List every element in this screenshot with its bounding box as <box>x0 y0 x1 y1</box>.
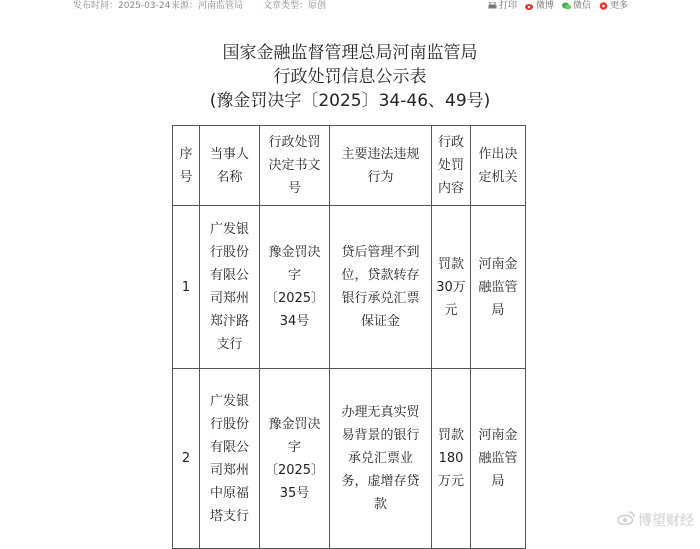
table-row <box>173 206 526 369</box>
cell-no: 2 <box>173 369 200 549</box>
article-meta-bar <box>0 0 700 14</box>
header-penalty: 行政 处罚 内容 <box>432 126 471 206</box>
cell-authority: 河南金 融监管 局 <box>471 369 526 549</box>
weibo-button[interactable] <box>525 0 554 12</box>
share-actions <box>488 0 628 12</box>
cell-authority: 河南金 融监管 局 <box>471 206 526 369</box>
page-title-doc-number: (豫金罚决字〔2025〕34-46、49号) <box>209 91 491 111</box>
wechat-button[interactable] <box>562 0 591 12</box>
cell-decision-doc: 豫金罚决 字 〔2025〕 34号 <box>260 206 330 369</box>
header-authority: 作出决 定机关 <box>471 126 526 206</box>
header-violation: 主要违法违规 行为 <box>330 126 432 206</box>
header-no: 序 号 <box>173 126 200 206</box>
cell-violation: 贷后管理不到 位，贷款转存 银行承兑汇票 保证金 <box>330 206 432 369</box>
publish-date: 发布时间：2025-03-24 <box>73 1 171 11</box>
cell-decision-doc: 豫金罚决 字 〔2025〕 35号 <box>260 369 330 549</box>
penalty-table <box>172 125 526 549</box>
print-button[interactable] <box>488 0 517 12</box>
cell-violation: 办理无真实贸 易背景的银行 承兑汇票业 务，虚增存贷 款 <box>330 369 432 549</box>
header-party: 当事人 名称 <box>200 126 260 206</box>
table-row <box>173 369 526 549</box>
print-icon <box>488 2 497 10</box>
wechat-icon <box>562 2 571 10</box>
weibo-label: 微博 <box>535 1 554 11</box>
article-type: 文章类型：原创 <box>263 1 327 11</box>
page-title-authority: 国家金融监督管理总局河南监管局 <box>222 43 478 63</box>
weibo-icon <box>525 2 534 10</box>
table-header-row <box>173 126 526 206</box>
more-label: 更多 <box>609 1 628 11</box>
cell-no: 1 <box>173 206 200 369</box>
cell-party: 广发银 行股份 有限公 司郑州 郑汴路 支行 <box>200 206 260 369</box>
print-label: 打印 <box>498 1 517 11</box>
more-button[interactable] <box>599 0 628 12</box>
cell-penalty: 罚款 180 万元 <box>432 369 471 549</box>
page-title-table-name: 行政处罚信息公示表 <box>273 67 427 87</box>
watermark-text: 博望财经 <box>638 513 694 529</box>
watermark <box>617 510 694 530</box>
cell-penalty: 罚款 30万 元 <box>432 206 471 369</box>
more-icon <box>599 2 608 10</box>
weibo-watermark-icon <box>617 511 635 529</box>
cell-party: 广发银 行股份 有限公 司郑州 中原福 塔支行 <box>200 369 260 549</box>
header-decision-doc: 行政处罚 决定书文 号 <box>260 126 330 206</box>
wechat-label: 微信 <box>572 1 591 11</box>
source: 来源：河南监管局 <box>171 1 244 11</box>
